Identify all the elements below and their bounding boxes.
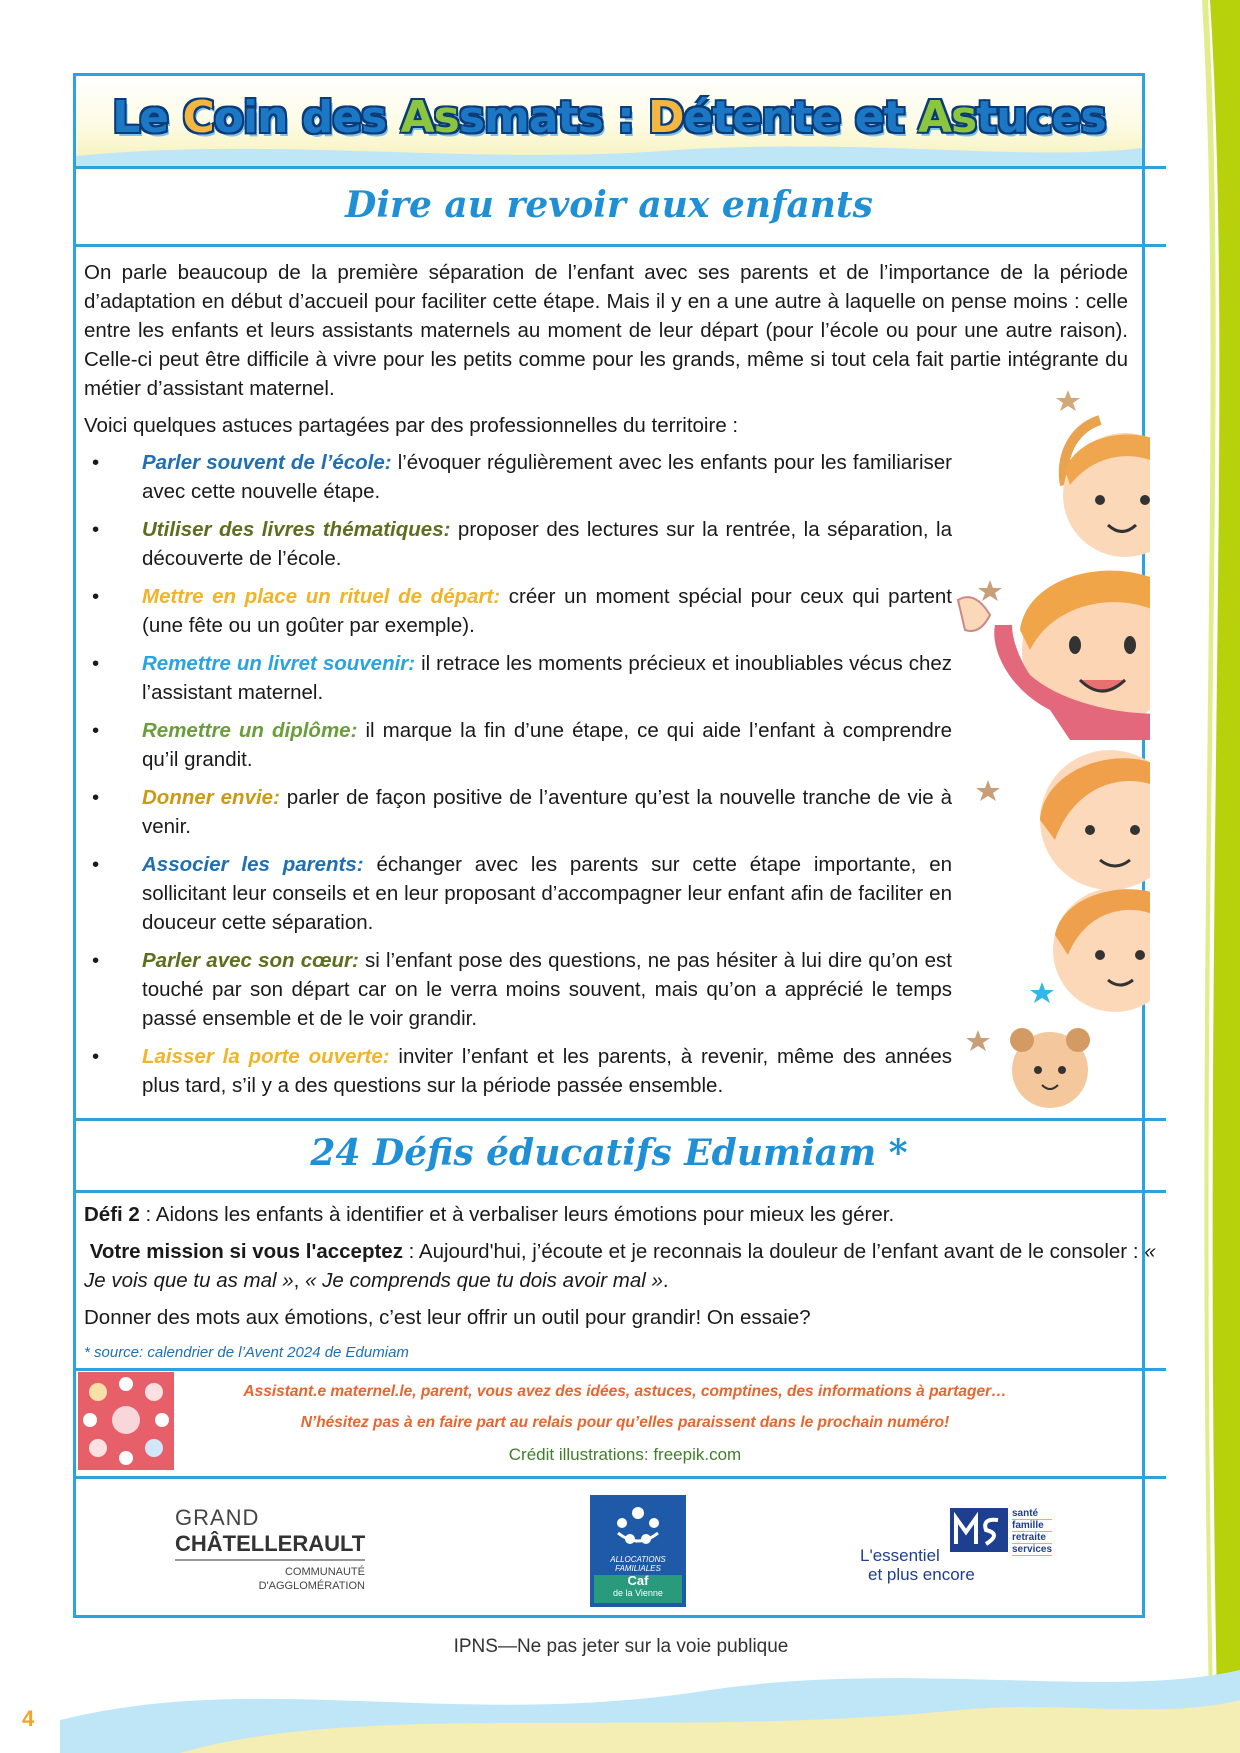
tip-label: Parler souvent de l’école: [142,451,392,474]
bullet-icon: • [92,853,100,876]
tip-label: Associer les parents: [142,853,364,876]
tip-item [84,850,952,937]
tip-text: l’évoquer régulièrement avec les enfants pour les familiariser avec cette nouvelle étape. [142,451,953,503]
footer-note-1: Assistant.e maternel.le, parent, vous avez des idées, astuces, comptines, des informations à partager… [243,1383,1007,1400]
bullet-icon: • [92,652,100,675]
bullet-icon: • [92,949,100,972]
divider [76,244,1166,247]
bullet-icon: • [92,1045,100,1068]
tip-text: parler de façon positive de l’aventure qu’est la nouvelle tranche de vie à venir. [142,786,952,838]
page-number: 4 [22,1706,35,1731]
msa-word-4: services [1012,1544,1053,1555]
section-title-goodbye: Dire au revoir aux enfants [345,184,873,226]
tip-item [84,946,952,1033]
tip-label: Donner envie: [142,786,280,809]
tip-item [84,649,952,707]
quote-separator: , [293,1269,306,1292]
caf-line4: de la Vienne [613,1588,663,1598]
bullet-icon: • [92,585,100,608]
grand-chatellerault-logo [175,1505,365,1593]
divider [76,1118,1166,1121]
defi-line [84,1200,1174,1229]
tip-text: il retrace les moments précieux et inoubliables vécus chez l’assistant maternel. [142,652,952,704]
tip-text: inviter l’enfant et les parents, à revenir, même des années plus tard, s’il y a des questions sur la période passée ensemble. [142,1045,952,1097]
msa-word-1: santé [1012,1508,1052,1520]
ipns-notice: IPNS—Ne pas jeter sur la voie publique [453,1636,789,1657]
caf-family-icon [608,1503,668,1553]
child-face-5 [1010,1028,1090,1108]
section-title-defis: 24 Défis éducatifs Edumiam * [310,1132,908,1174]
decorative-swoosh [1180,0,1240,1753]
divider [76,1476,1166,1479]
msa-slogan-2: et plus encore [868,1565,975,1584]
tip-item [84,448,952,506]
divider [76,1368,1166,1371]
defi-label: Défi 2 [84,1203,140,1226]
intro-paragraph: On parle beaucoup de la première séparation de l’enfant avec ses parents et de l’importance de la période d’adaptation en début d’accueil pour faciliter cette étape. Mais il y en a une autre à laquelle on pense moins : celle entre les enfants et leurs assistants maternels au moment de leur départ (pour l’école ou pour une autre raison). Celle-ci peut être difficile à vivre pour les petits comme pour les grands, même si tout cela fait partie intégrante du métier d’assistant maternel. [84,261,1128,400]
msa-slogan-1: L'essentiel [860,1546,940,1565]
defi-block [84,1200,1174,1367]
tip-text: proposer des lectures sur la rentrée, la séparation, la découverte de l’école. [142,518,952,570]
mission-text: : Aujourd'hui, j’écoute et je reconnais la douleur de l’enfant avant de le consoler : [402,1240,1145,1263]
mission-end: . [662,1269,669,1292]
source-note: * source: calendrier de l’Avent 2024 de Edumiam [84,1344,409,1361]
msa-word-2: famille [1012,1520,1052,1532]
gc-line1: GRAND [175,1505,260,1530]
msa-logo [860,1508,1090,1588]
closing-line: Donner des mots aux émotions, c’est leur offrir un outil pour grandir! On essaie? [84,1306,811,1329]
tip-text: échanger avec les parents sur cette étape importante, en sollicitant leur conseils et en leur proposant d’accompagner leur enfant afin de faciliter en douceur cette séparation. [142,853,953,934]
tips-lead: Voici quelques astuces partagées par des professionnelles du territoire : [84,414,739,437]
gc-line3: COMMUNAUTÉ [284,1566,365,1578]
tip-item [84,716,952,774]
quote-2: « Je comprends que tu dois avoir mal » [305,1269,663,1292]
gc-line4: D'AGGLOMÉRATION [258,1580,365,1592]
tip-label: Parler avec son cœur: [142,949,359,972]
caf-line3: Caf [627,1573,649,1588]
tip-label: Remettre un livret souvenir: [142,652,416,675]
tip-text: il marque la fin d’une étape, ce qui aide l’enfant à comprendre qu’il grandit. [142,719,952,771]
tip-item [84,1042,952,1100]
page-title: Le Coin des Assmats : Détente et Astuces [112,92,1106,143]
tip-item [84,783,952,841]
caf-logo [590,1495,686,1607]
bullet-icon: • [92,719,100,742]
child-face-3 [1040,750,1150,890]
bullet-icon: • [92,518,100,541]
tip-item [84,515,952,573]
creativity-icon [78,1372,174,1470]
bottom-wave [60,1660,1240,1753]
caf-line1: ALLOCATIONS [610,1555,666,1564]
tip-label: Mettre en place un rituel de départ: [142,585,501,608]
child-face-4 [1053,888,1150,1012]
illustration-credit: Crédit illustrations: freepik.com [508,1445,742,1464]
quote-1: « Je vois que tu as mal » [84,1240,1156,1292]
tip-text: si l’enfant pose des questions, ne pas hésiter à lui dire qu’on est touché par son départ car on le verra moins souvent, mais qu’on a apprécié le temps passé ensemble et de le voir grandir. [142,949,952,1030]
divider [76,1190,1166,1193]
gc-line2: CHÂTELLERAULT [175,1531,366,1556]
mission-label: Votre mission si vous l'acceptez [89,1240,403,1263]
bullet-icon: • [92,451,100,474]
defi-text: : Aidons les enfants à identifier et à verbaliser leurs émotions pour mieux les gérer. [139,1203,895,1226]
msa-word-3: retraite [1012,1532,1052,1544]
mission-line [78,1237,1174,1295]
tips-block [84,448,952,1109]
caf-line2: FAMILIALES [615,1564,661,1573]
tips-list [84,448,952,1100]
bullet-icon: • [92,786,100,809]
tip-label: Remettre un diplôme: [142,719,358,742]
footer-note-2: N’hésitez pas à en faire part au relais pour qu’elles paraissent dans le prochain numéro! [300,1414,950,1431]
tip-label: Laisser la porte ouverte: [142,1045,390,1068]
children-illustration [950,390,1150,1110]
child-face-1 [1063,420,1150,557]
tip-label: Utiliser des livres thématiques: [142,518,451,541]
tip-text: créer un moment spécial pour ceux qui partent (une fête ou un goûter par exemple). [142,585,953,637]
tip-item [84,582,952,640]
divider [76,166,1166,169]
